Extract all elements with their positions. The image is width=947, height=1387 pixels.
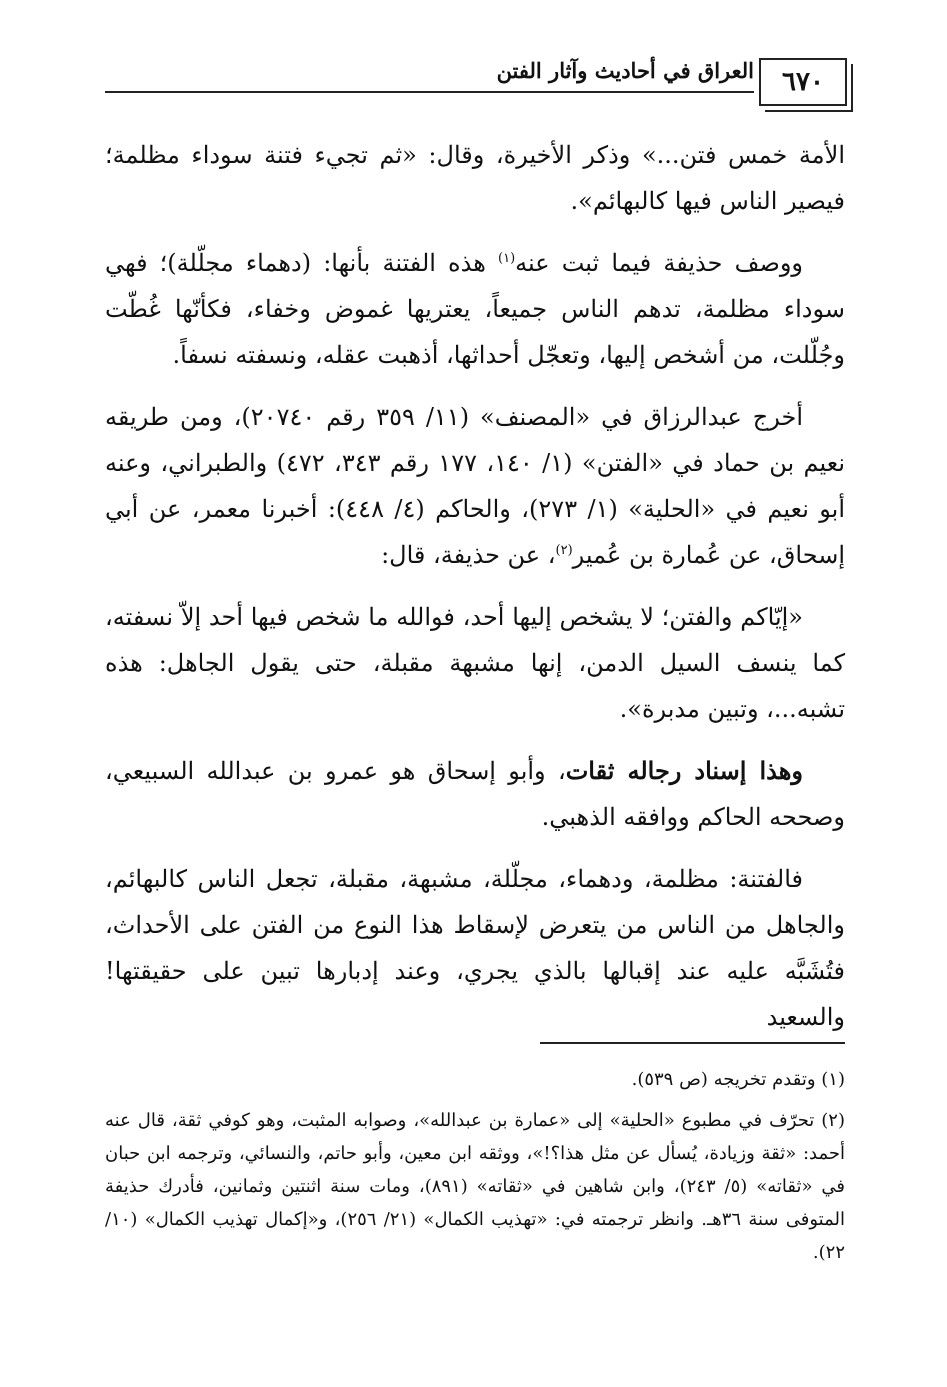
paragraph-text: أخرج عبدالرزاق في «المصنف» (١١/ ٣٥٩ رقم ٢٠٧٤٠)، ومن طريقه نعيم بن حماد في «الفتن» (١/ ١٤٠، ١٧٧ رقم ٣٤٣، ٤٧٢) والطبراني، وعنه أبو نعيم في «الحلية» (١/ ٢٧٣)، والحاكم (٤/ ٤٤٨): أخبرنا معمر، عن أبي إسحاق، عن عُمارة بن عُمير <box>105 403 846 569</box>
page-number-box <box>759 58 847 106</box>
page-number: ٦٧٠ <box>782 67 824 97</box>
paragraph <box>105 240 845 378</box>
page-header <box>105 44 847 118</box>
bold-phrase: وهذا إسناد رجاله ثقات <box>565 756 803 785</box>
paragraph-text: ، وأبو إسحاق هو عمرو بن عبدالله السبيعي، وصححه الحاكم ووافقه الذهبي. <box>105 757 845 831</box>
footnote-ref[interactable]: (١) <box>498 251 516 266</box>
paragraph <box>105 856 845 1040</box>
footnotes <box>105 1063 845 1277</box>
footnote-ref[interactable]: (٢) <box>555 543 573 558</box>
paragraph <box>105 748 845 840</box>
paragraph-text: ، عن حذيفة، قال: <box>381 541 556 569</box>
running-title: العراق في أحاديث وآثار الفتن <box>496 58 754 83</box>
paragraph-text: هذه الفتنة بأنها: (دهماء مجلّلة)؛ فهي سوداء مظلمة، تدهم الناس جميعاً، يعتريها غموض وخفاء، فكأنّها غُطّت وجُلّلت، من أشخص إليها، وتعجّل أحداثها، أذهبت عقله، ونسفته نسفاً. <box>105 249 845 369</box>
paragraph-text: الأمة خمس فتن...» وذكر الأخيرة، وقال: «ثم تجيء فتنة سوداء مظلمة؛ فيصير الناس فيها كالبهائم». <box>105 141 845 215</box>
footnote: (١) وتقدم تخريجه (ص ٥٣٩). <box>631 1069 845 1090</box>
paragraph <box>105 132 845 224</box>
paragraph-text: «إيّاكم والفتن؛ لا يشخص إليها أحد، فوالله ما شخص فيها أحد إلاّ نسفته، كما ينسف السيل الدمن، إنها مشبهة مقبلة، حتى يقول الجاهل: هذه تشبه...، وتبين مدبرة». <box>105 603 845 723</box>
paragraph-text: فالفتنة: مظلمة، ودهماء، مجلّلة، مشبهة، مقبلة، تجعل الناس كالبهائم، والجاهل من الناس من يتعرض لإسقاط هذا النوع من الفتن على الأحداث، فتُشَبَّه عليه عند إقبالها بالذي يجري، وعند إدبارها تبين على حقيقتها! والسعيد <box>105 865 845 1031</box>
paragraph <box>105 394 845 578</box>
paragraph-text: ووصف حذيفة فيما ثبت عنه <box>515 249 804 277</box>
footnote: (٢) تحرّف في مطبوع «الحلية» إلى «عمارة بن عبدالله»، وصوابه المثبت، وهو كوفي ثقة، قال عنه أحمد: «ثقة وزيادة، يُسأل عن مثل هذا؟!»، ووثقه ابن معين، وأبو حاتم، والنسائي، وترجمه ابن حبان في «ثقاته» (٥/ ٢٤٣)، وابن شاهين في «ثقاته» (٨٩١)، ومات سنة اثنتين وثمانين، فأدرك حذيفة المتوفى سنة ٣٦هـ. وانظر ترجمته في: «تهذيب الكمال» (٢١/ ٢٥٦)، و«إكمال تهذيب الكمال» (١٠/ ٢٢). <box>105 1110 846 1263</box>
header-rule <box>105 91 545 93</box>
header-rule-under-title <box>544 91 754 93</box>
main-text <box>105 132 845 1056</box>
paragraph <box>105 594 845 732</box>
footnote-separator <box>540 1042 845 1044</box>
